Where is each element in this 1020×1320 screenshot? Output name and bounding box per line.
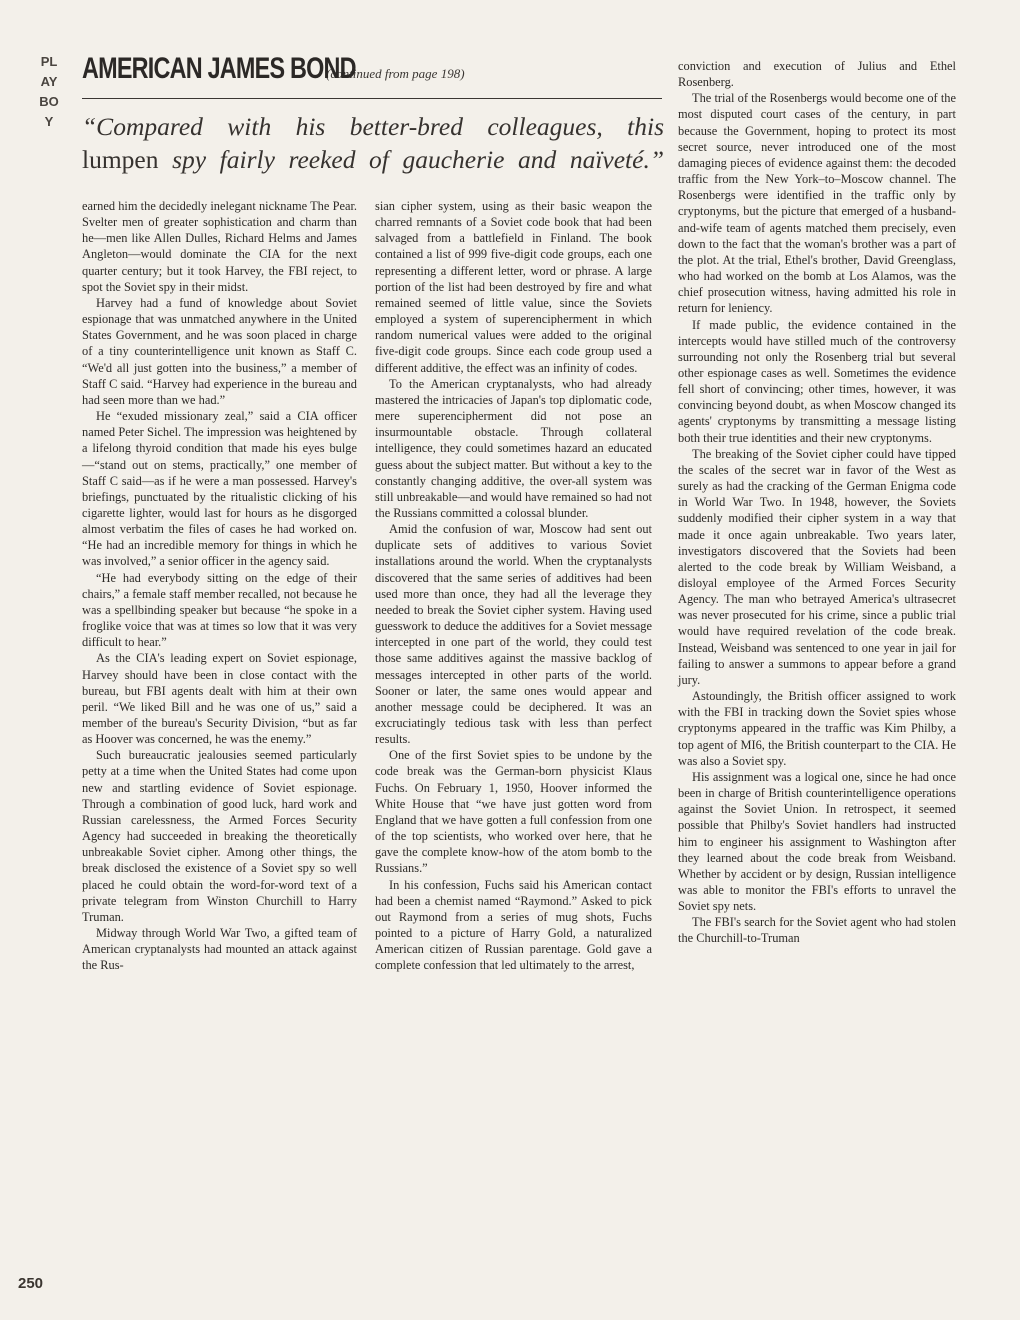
paragraph: The trial of the Rosenbergs would become one of the most disputed court cases of the century, in part because the Government, hoping to protect its most secret source, never introduced one of the most damaging pieces of evidence against them: the decoded traffic from the New York–to–Moscow channel. The Rosenbergs were identified in the traffic only by cryptonyms, but the picture that emerged of a husband-and-wife team of agents matched them precisely, even down to the fact that the woman's brother was a part of the plot. At the trial, Ethel's brother, David Greenglass, who had worked on the bomb at Los Alamos, was the chief prosecution witness, having admitted his role in return for leniency. — [678, 91, 956, 316]
paragraph: Harvey had a fund of knowledge about Soviet espionage that was unmatched anywhere in the United States Government, and he was soon placed in charge of a tiny counterintelligence unit known as Staff C. “We'd all just gotten into the business,” a member of Staff C said. “Harvey had experience in the bureau and had seen more than we had.” — [82, 295, 357, 407]
paragraph: If made public, the evidence contained in the intercepts would have stilled much of the controversy surrounding not only the Rosenberg trial but several other espionage cases as well. Sometimes the evidence fell short of convincing; other times, however, it was convincing beyond doubt, as when Moscow changed its agents' cryptonyms by transmitting a message listing both their true identities and their new cryptonyms. — [678, 317, 956, 445]
header-rule — [82, 98, 662, 99]
article-header — [82, 52, 662, 86]
paragraph: Astoundingly, the British officer assigned to work with the FBI in tracking down the Soviet spies whose cryptonyms appeared in the traffic was Kim Philby, a top agent of MI6, the British counterpart to the CIA. He was also a Soviet spy. — [678, 689, 956, 768]
column-3 — [678, 58, 956, 947]
paragraph: “He had everybody sitting on the edge of their chairs,” a female staff member recalled, not because he was a spellbinding speaker but because “he spoke in a froglike voice that was at times so low that it was very difficult to hear.” — [82, 570, 357, 650]
section-title: AMERICAN JAMES BOND — [82, 52, 356, 85]
paragraph: As the CIA's leading expert on Soviet espionage, Harvey should have been in close contact with the bureau, but FBI agents dealt with him at their own peril. “We liked Bill and he was one of us,” said a member of the bureau's Security Division, “but as far as Hoover was concerned, he was the enemy.” — [82, 651, 357, 747]
paragraph: conviction and execution of Julius and Ethel Rosenberg. — [678, 59, 956, 90]
paragraph: He “exuded missionary zeal,” said a CIA officer named Peter Sichel. The impression was heightened by a lifelong thyroid condition that made his eyes bulge—“stand out on stems, practically,” one member of Staff C said—as if he were a man possessed. Harvey's briefings, punctuated by the ritualistic clicking of his cigarette lighter, would last for hours as he disgorged almost verbatim the files of cases he had worked on. “He had an incredible memory for things in which he was involved,” a senior officer in the agency said. — [82, 409, 357, 569]
column-2 — [375, 198, 652, 974]
paragraph: His assignment was a logical one, since he had once been in charge of British counterintelligence operations against the Soviet Union. In retrospect, it seemed possible that Philby's Soviet handlers had instructed him to engineer his assignment to Washington after they learned about the code break from Weisband. Whether by accident or by design, Russian intelligence was able to monitor the FBI's efforts to unravel the Soviet spy nets. — [678, 769, 956, 914]
paragraph: The breaking of the Soviet cipher could have tipped the scales of the secret war in favor of the West as surely as had the cracking of the German Enigma code in World War Two. In 1948, however, the Soviets suddenly modified their cipher system in a way that made it once again unbreakable. Two years later, investigators discovered that the Soviets had been alerted to the code break by William Weisband, a disloyal employee of the Armed Forces Security Agency. The man who betrayed America's ultrasecret was never prosecuted for his crime, since a public trial would have required revelation of the code break. Instead, Weisband was sentenced to one year in jail for failing to answer a summons to appear before a grand jury. — [678, 446, 956, 687]
paragraph: The FBI's search for the Soviet agent who had stolen the Churchill-to-Truman — [678, 915, 956, 946]
pullquote-plain: lumpen — [82, 145, 173, 174]
paragraph: earned him the decidedly inelegant nickname The Pear. Svelter men of greater sophistication and charm than he—men like Allen Dulles, Richard Helms and James Angleton—would dominate the CIA for the next quarter century; but it took Harvey, the FBI reject, to spot the Soviet spy in their midst. — [82, 199, 357, 294]
paragraph: Amid the confusion of war, Moscow had sent out duplicate sets of additives to various Soviet installations around the world. When the cryptanalysts discovered that the same series of additives had been used more than once, they had all the leverage they needed to break the Soviet cipher system. Having used guesswork to deduce the additives for a Soviet message intercepted in one part of the world, they could test those same additives against the massive backlog of messages intercepted in other parts of the world. Sooner or later, the same ones would appear and another message could be deciphered. It was an excruciatingly tedious task with less than perfect results. — [375, 522, 652, 747]
paragraph: Midway through World War Two, a gifted team of American cryptanalysts had mounted an attack against the Rus- — [82, 926, 357, 973]
paragraph: Such bureaucratic jealousies seemed particularly petty at a time when the United States had come upon new and startling evidence of Soviet espionage. Through a combination of good luck, hard work and Russian carelessness, the Armed Forces Security Agency had succeeded in breaking the theoretically unbreakable Soviet cipher. Among other things, the break disclosed the existence of a Soviet spy so well placed he could obtain the word-for-word text of a private telegram from Winston Churchill to Harry Truman. — [82, 748, 357, 924]
column-1 — [82, 198, 357, 974]
paragraph: To the American cryptanalysts, who had already mastered the intricacies of Japan's top diplomatic code, mere superencipherment did not pose an insurmountable obstacle. Through collateral intelligence, they could sometimes hazard an educated guess about the subject matter. But without a key to the constantly changing additive, the over-all system was still unbreakable—and would have remained so had not the Russians committed a colossal blunder. — [375, 376, 652, 520]
pullquote — [82, 110, 664, 176]
paragraph: One of the first Soviet spies to be undone by the code break was the German-born physicist Klaus Fuchs. On February 1, 1950, Hoover informed the White House that “we have just gotten word from England that we have gotten a full confession from one of the top scientists, who worked over here, that he gave the complete know-how of the atom bomb to the Russians.” — [375, 748, 652, 876]
pullquote-line-2 — [82, 143, 664, 176]
paragraph: sian cipher system, using as their basic weapon the charred remnants of a Soviet code book that had been salvaged from a battlefield in Finland. The book contained a list of 999 five-digit code groups, each one representing a different letter, word or phrase. A large portion of the list had been destroyed by fire and what remained seemed of little value, since the Soviets employed a system of superencipherment in which random numerical values were added to the original five-digit code groups. Since each code group used a different additive, the effect was an infinity of codes. — [375, 199, 652, 375]
paragraph: In his confession, Fuchs said his American contact had been a chemist named “Raymond.” Asked to pick out Raymond from a series of mug shots, Fuchs pointed to a picture of Harry Gold, a naturalized American citizen of Russian parentage. Gold gave a complete confession that led ultimately to the arrest, — [375, 877, 652, 973]
pullquote-italic: spy fairly reeked of gaucherie and naïveté.” — [172, 145, 664, 174]
masthead-brand: PLAYBOY — [39, 54, 59, 129]
continued-note: (continued from page 198) — [326, 66, 465, 81]
pullquote-line-1: “Compared with his better-bred colleagues, this — [82, 112, 664, 141]
page-number: 250 — [18, 1275, 44, 1292]
